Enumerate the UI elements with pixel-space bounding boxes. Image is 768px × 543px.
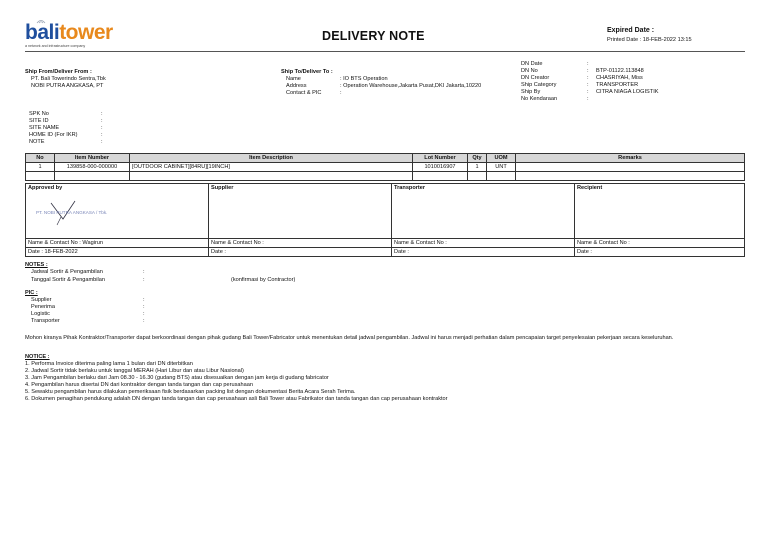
document-title: DELIVERY NOTE (322, 29, 425, 43)
ship-to-field-key: Name (286, 76, 301, 82)
notes-extra: (konfirmasi by Contractor) (231, 277, 296, 283)
dn-info-key: No Kendaraan (521, 96, 558, 102)
pic-key: Supplier (31, 297, 52, 303)
notes-colon: : (143, 269, 145, 275)
column-header: Qty (468, 154, 487, 163)
table-cell: 1010016907 (413, 163, 468, 172)
spk-key: SITE ID (29, 118, 49, 124)
pic-key: Transporter (31, 318, 60, 324)
notice-line: 2. Jadwal Sortir tidak berlaku untuk tanggal MERAH (Hari Libur dan atau Libur Nasional) (25, 368, 244, 374)
items-table (25, 153, 745, 181)
ship-from-block (25, 69, 106, 90)
notice-section (25, 354, 745, 403)
sign-date: Date : (575, 248, 745, 257)
dn-info-key: DN Date (521, 61, 543, 67)
ship-to-field-value: : (340, 90, 342, 96)
pic-title: PIC : (25, 290, 38, 296)
table-cell: 1 (26, 163, 55, 172)
sign-header: Supplier (211, 185, 234, 191)
supplier-sign-cell (209, 184, 392, 239)
spk-key: NOTE (29, 139, 45, 145)
sign-date: Date : (392, 248, 575, 257)
spk-key: SPK No (29, 111, 49, 117)
dn-info-key: DN Creator (521, 75, 550, 81)
sign-header: Approved by (28, 185, 63, 191)
column-header: Item Description (130, 154, 413, 163)
sign-header: Transporter (394, 185, 426, 191)
printed-date: Printed Date : 18-FEB-2022 13:15 (607, 37, 692, 43)
notice-line: 1. Performa Invoice diterima paling lama 1 bulan dari DN diterbitkan (25, 361, 193, 367)
table-cell: UNT (487, 163, 516, 172)
notice-line: 5. Sewaktu pengambilan harus dilakukan pemeriksaan fisik berdasarkan packing list dengan dokumentasi Berita Acara Serah Terima. (25, 389, 356, 395)
column-header: Item Number (55, 154, 130, 163)
table-cell: [OUTDOOR CABINET][84RU][19INCH] (130, 163, 413, 172)
ship-to-field-key: Address (286, 83, 307, 89)
notes-section (25, 262, 425, 284)
logo-text-tower: tower (59, 21, 113, 44)
sign-contact: Name & Contact No : (392, 239, 575, 248)
instruction-paragraph: Mohon kiranya Pihak Kontraktor/Transporter dapat berkoordinasi dengan pihak gudang Bali Tower/Fabricator untuk menentukan detail jadwal pengambilan. Jadwal ini harus menjadi perhatian dalam pencapaian target penyelesaian pekerjaan secara keseluruhan. (25, 335, 674, 341)
notes-colon: : (143, 277, 145, 283)
dn-info-key: DN No (521, 68, 538, 74)
dn-info-key: Ship Category (521, 82, 557, 88)
spk-block: SPK No : SITE ID : SITE NAME : HOME ID (For IKR) : NOTE : (29, 111, 103, 145)
notice-line: 4. Pengambilan harus disertai DN dari kontraktor dengan tanda tangan dan cap perusahaan (25, 382, 253, 388)
ship-to-field-value: : Operation Warehouse,Jakarta Pusat,DKI Jakarta,10220 (340, 83, 482, 89)
sign-contact: Name & Contact No : Wagirun (26, 239, 209, 248)
items-table-header (26, 154, 745, 163)
pic-section: PIC : Supplier : Penerima : Logistic : Transporter : (25, 290, 225, 325)
notice-title: NOTICE : (25, 354, 50, 360)
table-cell (516, 163, 745, 172)
ship-to-field-key: Contact & PIC (286, 90, 322, 96)
column-header: No (26, 154, 55, 163)
sign-date: Date : 18-FEB-2022 (26, 248, 209, 257)
table-row-empty (26, 172, 745, 181)
ship-from-line: NOBI PUTRA ANGKASA, PT (31, 83, 104, 89)
spk-key: SITE NAME (29, 125, 60, 131)
dn-info-key: Ship By (521, 89, 541, 95)
sign-contact: Name & Contact No : (575, 239, 745, 248)
transporter-sign-cell (392, 184, 575, 239)
stamp-text: PT. NOBI PUTRA ANGKASA / Tbk. (36, 210, 108, 215)
sign-date: Date : (209, 248, 392, 257)
recipient-sign-cell (575, 184, 745, 239)
dn-info-block: DN Date : DN No : BTP-01122.113848 DN Creator : CHASRIYAH, Miss Ship Category : TRANSPORTER Ship By : CITRA NIAGA LOGISTIK No Kendaraan : (521, 61, 659, 102)
notice-line: 3. Jam Pengambilan berlaku dari Jam 08.30 - 16.30 (gudang BTS) atau disesuaikan dengan jam kerja di gudang fabricator (25, 375, 329, 381)
column-header: UOM (487, 154, 516, 163)
approved-by-cell (26, 184, 209, 239)
pic-key: Logistic (31, 311, 50, 317)
table-cell: 139858-000-000000 (55, 163, 130, 172)
ship-to-label: Ship To/Deliver To : (281, 69, 333, 75)
spk-key: HOME ID (For IKR) (29, 132, 78, 138)
dn-info-value: TRANSPORTER (596, 82, 639, 88)
pic-key: Penerima (31, 304, 55, 310)
signature-table (25, 183, 745, 257)
signature-stamp (31, 193, 121, 227)
sign-contact: Name & Contact No : (209, 239, 392, 248)
ship-to-field-value: : IO BTS Operation (340, 76, 388, 82)
column-header: Lot Number (413, 154, 468, 163)
header-divider (25, 51, 745, 52)
logo-tagline: a network and infrastructure company (25, 44, 86, 48)
expired-date-label: Expired Date : (607, 27, 655, 34)
table-cell: 1 (468, 163, 487, 172)
table-row (26, 163, 745, 172)
company-logo (25, 22, 113, 48)
logo-text-bali: bali (25, 21, 60, 44)
signal-icon (36, 18, 46, 24)
ship-to-block (281, 69, 521, 97)
ship-from-label: Ship From/Deliver From : (25, 69, 92, 75)
dn-info-value: CHASRIYAH, Miss (596, 75, 643, 81)
dn-info-value: CITRA NIAGA LOGISTIK (596, 89, 659, 95)
notice-line: 6. Dokumen penagihan pendukung adalah DN dengan tanda tangan dan cap perusahaan asli Bali Tower atau Fabrikator dan tanda tangan dan cap perusahaan kontraktor (25, 396, 448, 402)
ship-from-line: PT. Bali Towerindo Sentra,Tbk (31, 76, 106, 82)
notes-key: Jadwal Sortir & Pengambilan (31, 269, 103, 275)
column-header: Remarks (516, 154, 745, 163)
notes-title: NOTES : (25, 262, 48, 268)
dn-info-value: BTP-01122.113848 (596, 68, 644, 74)
sign-header: Recipient (577, 185, 603, 191)
notes-key: Tanggal Sortir & Pengambilan (31, 277, 106, 283)
